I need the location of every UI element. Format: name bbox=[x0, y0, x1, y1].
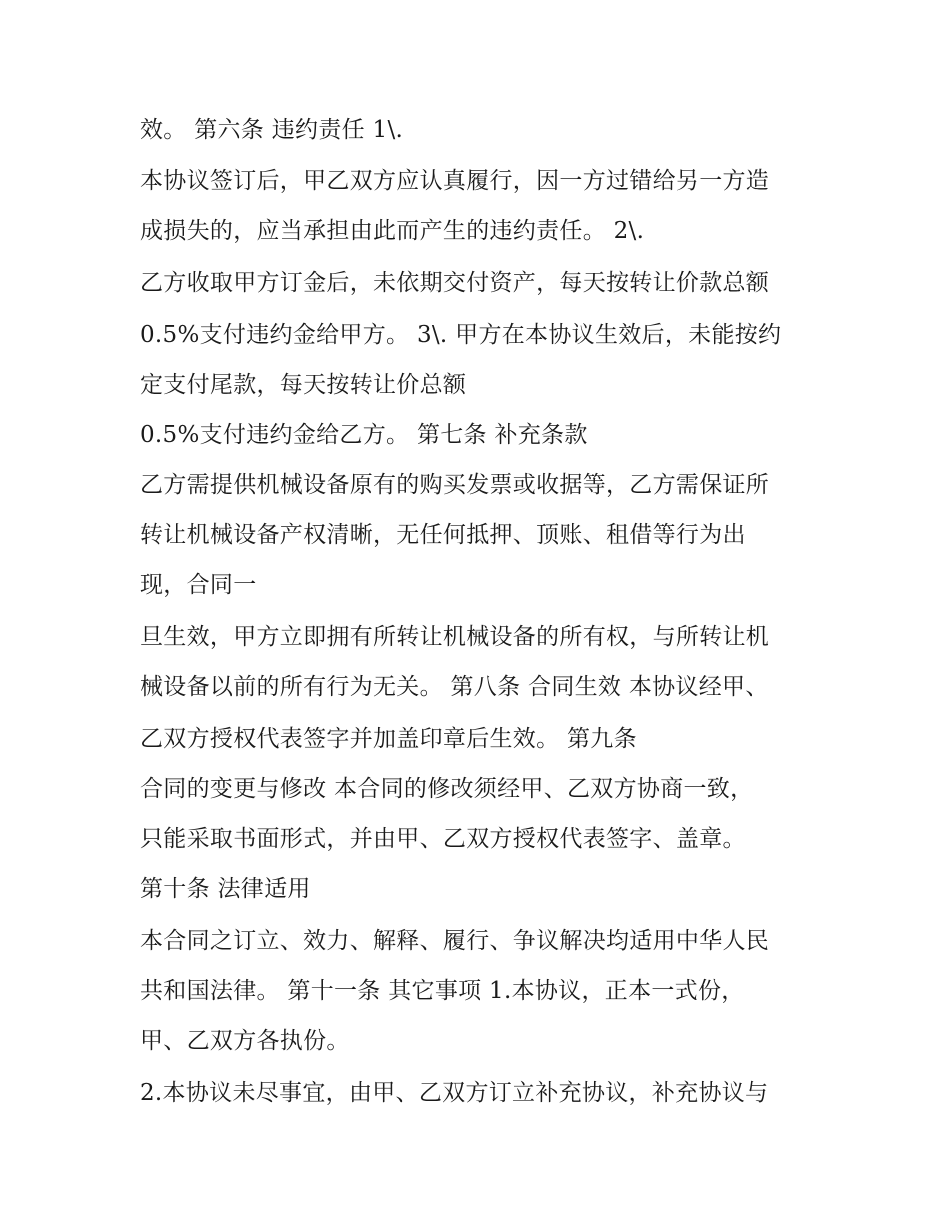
text-line: 0.5%支付违约金给甲方。 3\. 甲方在本协议生效后，未能按约 bbox=[140, 322, 782, 348]
text-line: 甲、乙双方各执份。 bbox=[140, 1028, 350, 1054]
text-line: 现，合同一 bbox=[140, 572, 257, 598]
text-line: 第十条 法律适用 bbox=[140, 876, 311, 902]
text-line: 效。 第六条 违约责任 1\. bbox=[140, 117, 404, 143]
text-line: 乙方收取甲方订金后，未依期交付资产，每天按转让价款总额 bbox=[140, 270, 770, 296]
text-line: 乙双方授权代表签字并加盖印章后生效。 第九条 bbox=[140, 726, 637, 752]
text-line: 合同的变更与修改 本合同的修改须经甲、乙双方协商一致， bbox=[140, 776, 754, 802]
text-line: 旦生效，甲方立即拥有所转让机械设备的所有权，与所转让机 bbox=[140, 624, 770, 650]
text-line: 成损失的，应当承担由此而产生的违约责任。 2\. bbox=[140, 218, 645, 244]
text-line: 0.5%支付违约金给乙方。 第七条 补充条款 bbox=[140, 422, 588, 448]
text-line: 2.本协议未尽事宜，由甲、乙双方订立补充协议，补充协议与 bbox=[140, 1080, 769, 1106]
text-line: 本合同之订立、效力、解释、履行、争议解决均适用中华人民 bbox=[140, 928, 770, 954]
text-line: 共和国法律。 第十一条 其它事项 1.本协议，正本一式份， bbox=[140, 978, 745, 1004]
text-line: 械设备以前的所有行为无关。 第八条 合同生效 本协议经甲、 bbox=[140, 674, 769, 700]
text-line: 只能采取书面形式，并由甲、乙双方授权代表签字、盖章。 bbox=[140, 826, 746, 852]
text-line: 乙方需提供机械设备原有的购买发票或收据等，乙方需保证所 bbox=[140, 472, 770, 498]
text-line: 本协议签订后，甲乙双方应认真履行，因一方过错给另一方造 bbox=[140, 168, 770, 194]
text-line: 定支付尾款，每天按转让价总额 bbox=[140, 372, 467, 398]
text-line: 转让机械设备产权清晰，无任何抵押、顶账、租借等行为出 bbox=[140, 522, 746, 548]
